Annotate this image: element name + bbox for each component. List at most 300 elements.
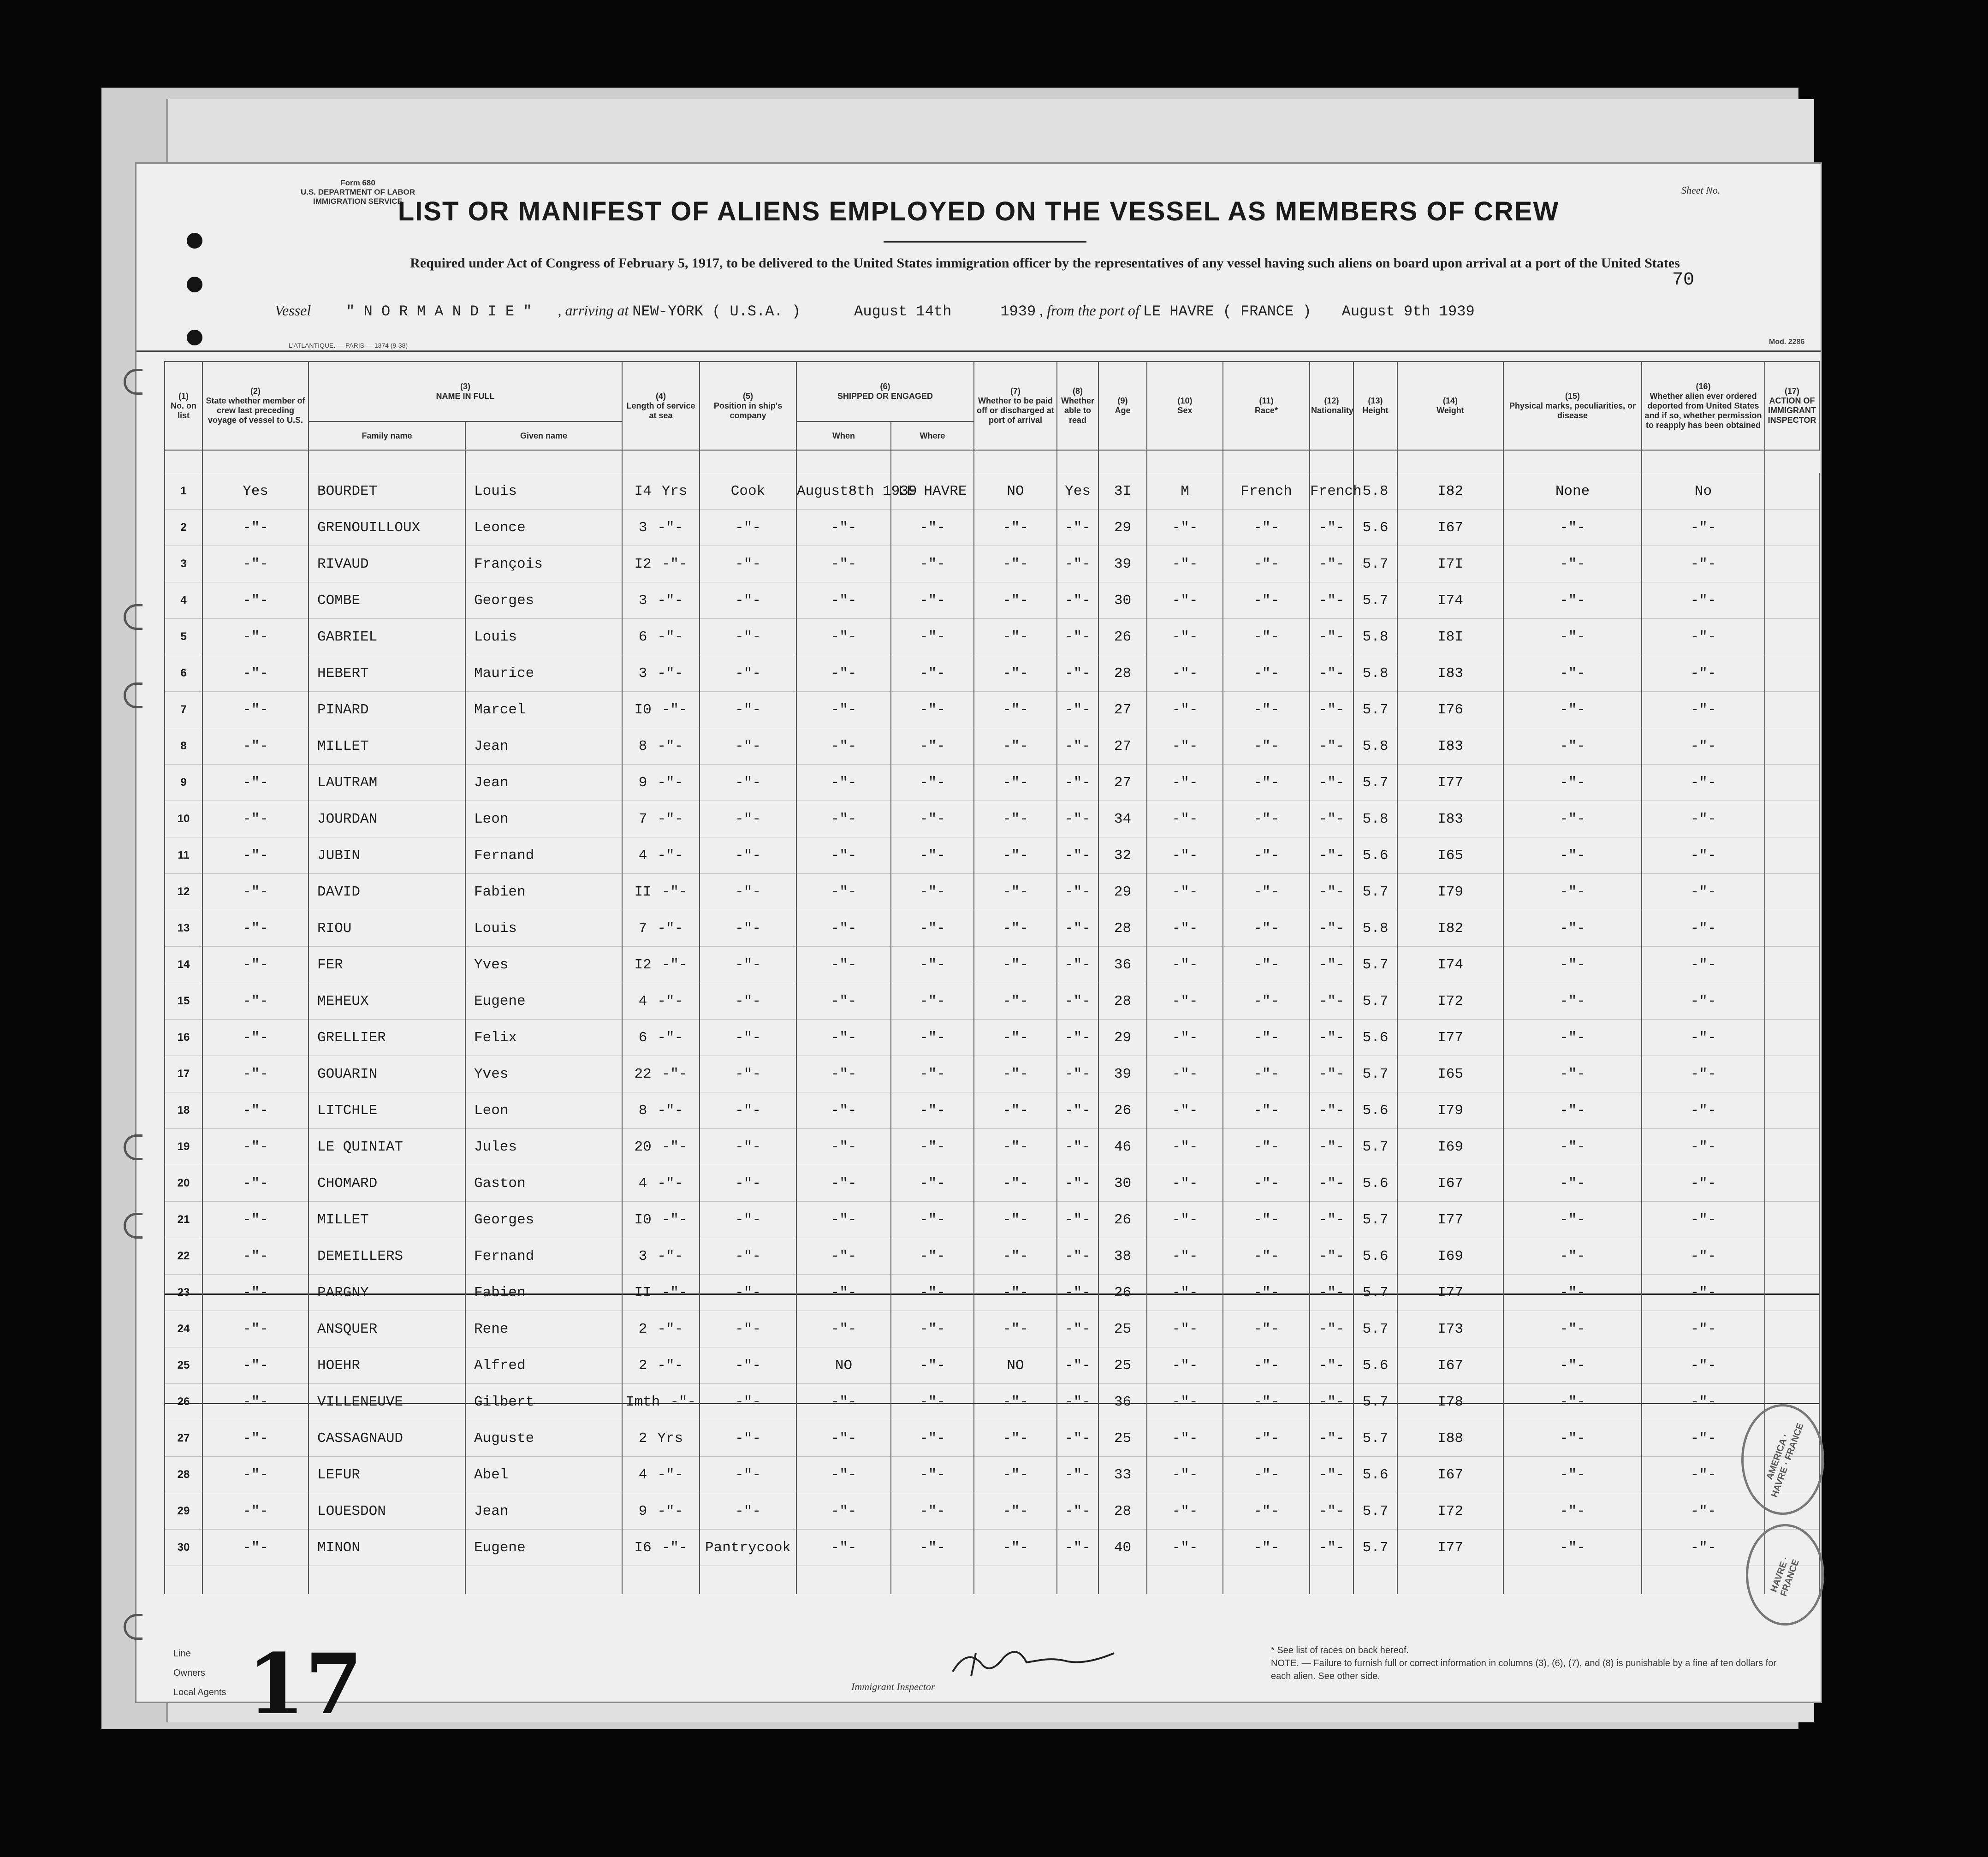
shipped-when-cell: -"-: [796, 1056, 891, 1092]
owners-label: Owners: [173, 1668, 205, 1678]
family-name-cell: PARGNY: [309, 1275, 465, 1311]
table-row: [165, 801, 1819, 837]
sex-cell: -"-: [1147, 1092, 1223, 1129]
able-to-read-cell: -"-: [1057, 510, 1098, 546]
nationality-cell: -"-: [1310, 546, 1353, 582]
given-name-cell: Alfred: [465, 1347, 622, 1384]
position-cell: -"-: [700, 619, 796, 655]
shipped-when-cell: August8th 1939: [796, 473, 891, 510]
physical-marks-cell: -"-: [1503, 728, 1642, 765]
previous-voyage-cell: -"-: [202, 947, 309, 983]
weight-cell: I69: [1397, 1129, 1503, 1165]
family-name-cell: RIOU: [309, 910, 465, 947]
table-row: [165, 1384, 1819, 1420]
able-to-read-cell: -"-: [1057, 1420, 1098, 1457]
inspector-action-cell: [1765, 1092, 1819, 1129]
able-to-read-cell: -"-: [1057, 1020, 1098, 1056]
able-to-read-cell: -"-: [1057, 1384, 1098, 1420]
given-name-cell: Gaston: [465, 1165, 622, 1202]
race-cell: -"-: [1223, 692, 1310, 728]
paid-off-cell: -"-: [974, 582, 1057, 619]
able-to-read-cell: -"-: [1057, 1347, 1098, 1384]
previous-voyage-cell: -"-: [202, 874, 309, 910]
table-row: [165, 1530, 1819, 1566]
height-cell: 5.8: [1353, 473, 1397, 510]
shipped-where-cell: LE HAVRE: [891, 473, 974, 510]
position-cell: -"-: [700, 910, 796, 947]
sex-cell: -"-: [1147, 692, 1223, 728]
deported-cell: -"-: [1642, 1493, 1765, 1530]
deported-cell: -"-: [1642, 1165, 1765, 1202]
header-gap-row: [165, 450, 1819, 473]
weight-cell: I65: [1397, 837, 1503, 874]
family-name-cell: MEHEUX: [309, 983, 465, 1020]
age-cell: 28: [1098, 1493, 1147, 1530]
service-unit: Yrs: [657, 1430, 683, 1447]
service-unit: -"-: [657, 811, 683, 827]
height-cell: 5.8: [1353, 728, 1397, 765]
position-cell: -"-: [700, 1056, 796, 1092]
shipped-where-cell: -"-: [891, 1202, 974, 1238]
race-cell: -"-: [1223, 619, 1310, 655]
shipped-where-cell: -"-: [891, 910, 974, 947]
table-row: [165, 510, 1819, 546]
length-of-service-cell: 4 -"-: [622, 1165, 700, 1202]
length-of-service-cell: 9 -"-: [622, 765, 700, 801]
physical-marks-cell: -"-: [1503, 1129, 1642, 1165]
inspector-label: Immigrant Inspector: [851, 1681, 935, 1692]
table-row: [165, 910, 1819, 947]
family-name-cell: FER: [309, 947, 465, 983]
position-cell: -"-: [700, 874, 796, 910]
able-to-read-cell: -"-: [1057, 582, 1098, 619]
weight-cell: I79: [1397, 874, 1503, 910]
col-3-header: (3) NAME IN FULL: [309, 362, 622, 421]
inspector-action-cell: [1765, 765, 1819, 801]
service-unit: -"-: [657, 993, 683, 1009]
height-cell: 5.8: [1353, 619, 1397, 655]
inspector-action-cell: [1765, 692, 1819, 728]
inspector-action-cell: [1765, 1347, 1819, 1384]
given-name-cell: Fernand: [465, 837, 622, 874]
weight-cell: I77: [1397, 1530, 1503, 1566]
physical-marks-cell: -"-: [1503, 1420, 1642, 1457]
nationality-cell: -"-: [1310, 1275, 1353, 1311]
shipped-when-cell: -"-: [796, 837, 891, 874]
inspector-action-cell: [1765, 1020, 1819, 1056]
shipped-when-cell: -"-: [796, 801, 891, 837]
physical-marks-cell: -"-: [1503, 655, 1642, 692]
deported-cell: -"-: [1642, 765, 1765, 801]
sex-cell: -"-: [1147, 1202, 1223, 1238]
inspector-action-cell: [1765, 619, 1819, 655]
position-cell: -"-: [700, 728, 796, 765]
inspector-action-cell: [1765, 837, 1819, 874]
model-number: Mod. 2286: [1769, 338, 1805, 346]
row-number-cell: 22: [165, 1238, 202, 1275]
sex-cell: -"-: [1147, 1020, 1223, 1056]
weight-cell: I67: [1397, 1347, 1503, 1384]
age-cell: 27: [1098, 692, 1147, 728]
row-number-cell: 28: [165, 1457, 202, 1493]
given-name-cell: Rene: [465, 1311, 622, 1347]
able-to-read-cell: -"-: [1057, 1092, 1098, 1129]
sex-cell: -"-: [1147, 582, 1223, 619]
shipped-where-cell: -"-: [891, 1165, 974, 1202]
physical-marks-cell: -"-: [1503, 1275, 1642, 1311]
family-name-cell: HOEHR: [309, 1347, 465, 1384]
deported-cell: -"-: [1642, 1457, 1765, 1493]
given-name-cell: Jean: [465, 1493, 622, 1530]
nationality-cell: -"-: [1310, 765, 1353, 801]
sex-cell: -"-: [1147, 1457, 1223, 1493]
height-cell: 5.6: [1353, 1165, 1397, 1202]
service-unit: -"-: [657, 774, 683, 791]
able-to-read-cell: -"-: [1057, 801, 1098, 837]
shipped-where-cell: -"-: [891, 1020, 974, 1056]
length-of-service-cell: 4 -"-: [622, 1457, 700, 1493]
age-cell: 26: [1098, 1092, 1147, 1129]
given-name-cell: Eugene: [465, 983, 622, 1020]
row-number-cell: 29: [165, 1493, 202, 1530]
service-unit: -"-: [657, 1466, 683, 1483]
shipped-where-cell: -"-: [891, 692, 974, 728]
shipped-when-cell: -"-: [796, 1020, 891, 1056]
col-13-header: (13) Height: [1353, 362, 1397, 450]
race-cell: -"-: [1223, 1238, 1310, 1275]
able-to-read-cell: -"-: [1057, 1165, 1098, 1202]
deported-cell: -"-: [1642, 1420, 1765, 1457]
family-name-cell: LAUTRAM: [309, 765, 465, 801]
shipped-when-cell: -"-: [796, 910, 891, 947]
age-cell: 29: [1098, 1020, 1147, 1056]
family-name-cell: DAVID: [309, 874, 465, 910]
paid-off-cell: -"-: [974, 1092, 1057, 1129]
previous-voyage-cell: -"-: [202, 728, 309, 765]
service-unit: -"-: [661, 701, 688, 718]
physical-marks-cell: -"-: [1503, 1020, 1642, 1056]
row-number-cell: 5: [165, 619, 202, 655]
col-12-header: (12) Nationality: [1310, 362, 1353, 450]
position-cell: Pantrycook: [700, 1530, 796, 1566]
physical-marks-cell: -"-: [1503, 1056, 1642, 1092]
paid-off-cell: -"-: [974, 655, 1057, 692]
position-cell: -"-: [700, 1384, 796, 1420]
nationality-cell: -"-: [1310, 1165, 1353, 1202]
table-row: [165, 874, 1819, 910]
local-agents-label: Local Agents: [173, 1687, 226, 1697]
service-unit: -"-: [657, 738, 683, 754]
deported-cell: -"-: [1642, 655, 1765, 692]
able-to-read-cell: -"-: [1057, 874, 1098, 910]
position-cell: -"-: [700, 1238, 796, 1275]
deported-cell: -"-: [1642, 510, 1765, 546]
shipped-when-cell: -"-: [796, 728, 891, 765]
able-to-read-cell: -"-: [1057, 1530, 1098, 1566]
service-unit: -"-: [657, 1248, 683, 1264]
height-cell: 5.7: [1353, 765, 1397, 801]
length-of-service-cell: 2 -"-: [622, 1347, 700, 1384]
row-number-cell: 20: [165, 1165, 202, 1202]
shipped-where-cell: -"-: [891, 1238, 974, 1275]
deported-cell: -"-: [1642, 947, 1765, 983]
race-cell: -"-: [1223, 837, 1310, 874]
age-cell: 36: [1098, 947, 1147, 983]
previous-voyage-cell: -"-: [202, 1092, 309, 1129]
given-name-cell: Felix: [465, 1020, 622, 1056]
nationality-cell: -"-: [1310, 910, 1353, 947]
physical-marks-cell: -"-: [1503, 1165, 1642, 1202]
length-of-service-cell: 2 -"-: [622, 1311, 700, 1347]
physical-marks-cell: -"-: [1503, 582, 1642, 619]
able-to-read-cell: -"-: [1057, 1056, 1098, 1092]
position-cell: -"-: [700, 801, 796, 837]
position-cell: -"-: [700, 947, 796, 983]
inspector-action-cell: [1765, 655, 1819, 692]
inspector-action-cell: [1765, 983, 1819, 1020]
physical-marks-cell: -"-: [1503, 1238, 1642, 1275]
given-name-cell: Fabien: [465, 1275, 622, 1311]
vessel-label: Vessel: [275, 302, 311, 319]
from-port: LE HAVRE ( FRANCE ): [1143, 303, 1311, 320]
shipped-when-cell: -"-: [796, 1092, 891, 1129]
physical-marks-cell: -"-: [1503, 510, 1642, 546]
from-label: , from the port of: [1039, 302, 1139, 319]
sex-cell: -"-: [1147, 546, 1223, 582]
weight-cell: I72: [1397, 983, 1503, 1020]
weight-cell: I74: [1397, 582, 1503, 619]
row-number-cell: 12: [165, 874, 202, 910]
deported-cell: -"-: [1642, 837, 1765, 874]
position-cell: -"-: [700, 1420, 796, 1457]
length-of-service-cell: I6 -"-: [622, 1530, 700, 1566]
able-to-read-cell: -"-: [1057, 1238, 1098, 1275]
height-cell: 5.6: [1353, 837, 1397, 874]
race-cell: -"-: [1223, 1384, 1310, 1420]
race-cell: French: [1223, 473, 1310, 510]
shipped-when-cell: -"-: [796, 619, 891, 655]
race-cell: -"-: [1223, 728, 1310, 765]
weight-cell: I82: [1397, 910, 1503, 947]
weight-cell: I83: [1397, 655, 1503, 692]
length-of-service-cell: 7 -"-: [622, 910, 700, 947]
paid-off-cell: -"-: [974, 1020, 1057, 1056]
table-row: [165, 1457, 1819, 1493]
previous-voyage-cell: -"-: [202, 619, 309, 655]
age-cell: 26: [1098, 619, 1147, 655]
length-of-service-cell: 3 -"-: [622, 655, 700, 692]
nationality-cell: -"-: [1310, 510, 1353, 546]
port-stamp-2: HAVRE · FRANCE: [1746, 1524, 1824, 1626]
shipped-when-cell: -"-: [796, 1275, 891, 1311]
given-name-cell: Marcel: [465, 692, 622, 728]
shipped-where-cell: -"-: [891, 983, 974, 1020]
row-number-cell: 17: [165, 1056, 202, 1092]
physical-marks-cell: -"-: [1503, 1347, 1642, 1384]
col-11-header: (11) Race*: [1223, 362, 1310, 450]
paid-off-cell: -"-: [974, 1165, 1057, 1202]
able-to-read-cell: -"-: [1057, 546, 1098, 582]
weight-cell: I83: [1397, 801, 1503, 837]
weight-cell: I88: [1397, 1420, 1503, 1457]
deported-cell: -"-: [1642, 1311, 1765, 1347]
previous-voyage-cell: -"-: [202, 1457, 309, 1493]
nationality-cell: -"-: [1310, 1238, 1353, 1275]
service-unit: -"-: [661, 1284, 688, 1301]
shipped-when-cell: -"-: [796, 1165, 891, 1202]
race-cell: -"-: [1223, 1202, 1310, 1238]
deported-cell: -"-: [1642, 546, 1765, 582]
table-row: [165, 1420, 1819, 1457]
length-of-service-cell: I2 -"-: [622, 947, 700, 983]
position-cell: Cook: [700, 473, 796, 510]
shipped-when-cell: -"-: [796, 947, 891, 983]
deported-cell: -"-: [1642, 1056, 1765, 1092]
length-of-service-cell: 4 -"-: [622, 837, 700, 874]
able-to-read-cell: -"-: [1057, 910, 1098, 947]
when-header: When: [796, 421, 891, 450]
col-2-header: (2) State whether member of crew last preceding voyage of vessel to U.S.: [202, 362, 309, 450]
shipped-where-cell: -"-: [891, 1275, 974, 1311]
age-cell: 25: [1098, 1311, 1147, 1347]
race-cell: -"-: [1223, 1493, 1310, 1530]
sex-cell: -"-: [1147, 728, 1223, 765]
shipped-where-cell: -"-: [891, 801, 974, 837]
able-to-read-cell: -"-: [1057, 837, 1098, 874]
sex-cell: -"-: [1147, 1347, 1223, 1384]
length-of-service-cell: I2 -"-: [622, 546, 700, 582]
length-of-service-cell: 3 -"-: [622, 1238, 700, 1275]
family-name-cell: GRELLIER: [309, 1020, 465, 1056]
height-cell: 5.7: [1353, 1530, 1397, 1566]
length-of-service-cell: I0 -"-: [622, 692, 700, 728]
row-number-cell: 26: [165, 1384, 202, 1420]
paid-off-cell: -"-: [974, 1493, 1057, 1530]
weight-cell: I78: [1397, 1384, 1503, 1420]
arrival-year: 1939: [1000, 303, 1036, 320]
age-cell: 34: [1098, 801, 1147, 837]
nationality-cell: -"-: [1310, 874, 1353, 910]
deported-cell: -"-: [1642, 801, 1765, 837]
height-cell: 5.7: [1353, 983, 1397, 1020]
inspector-action-cell: [1765, 728, 1819, 765]
table-row: [165, 1347, 1819, 1384]
deported-cell: -"-: [1642, 910, 1765, 947]
deported-cell: -"-: [1642, 874, 1765, 910]
line-number: 17: [247, 1636, 363, 1733]
position-cell: -"-: [700, 510, 796, 546]
family-name-cell: PINARD: [309, 692, 465, 728]
inspector-action-cell: [1765, 473, 1819, 510]
inspector-action-cell: [1765, 874, 1819, 910]
race-cell: -"-: [1223, 910, 1310, 947]
physical-marks-cell: -"-: [1503, 546, 1642, 582]
age-cell: 25: [1098, 1347, 1147, 1384]
sex-cell: -"-: [1147, 1311, 1223, 1347]
family-name-cell: HEBERT: [309, 655, 465, 692]
inspector-action-cell: [1765, 1238, 1819, 1275]
paid-off-cell: -"-: [974, 910, 1057, 947]
service-unit: -"-: [657, 592, 683, 609]
table-row: [165, 1056, 1819, 1092]
sheet-no-label: Sheet No.: [1681, 184, 1721, 196]
table-row: [165, 728, 1819, 765]
sex-cell: M: [1147, 473, 1223, 510]
col-4-header: (4) Length of service at sea: [622, 362, 700, 450]
previous-voyage-cell: -"-: [202, 546, 309, 582]
shipped-when-cell: -"-: [796, 1311, 891, 1347]
service-unit: -"-: [661, 1139, 688, 1155]
inspector-signature: [948, 1644, 1123, 1681]
weight-cell: I7I: [1397, 546, 1503, 582]
table-row: [165, 1092, 1819, 1129]
shipped-when-cell: -"-: [796, 874, 891, 910]
paid-off-cell: -"-: [974, 1056, 1057, 1092]
position-cell: -"-: [700, 1275, 796, 1311]
row-number-cell: 14: [165, 947, 202, 983]
shipped-where-cell: -"-: [891, 765, 974, 801]
row-number-cell: 25: [165, 1347, 202, 1384]
shipped-when-cell: -"-: [796, 510, 891, 546]
family-name-cell: MINON: [309, 1530, 465, 1566]
nationality-cell: -"-: [1310, 1347, 1353, 1384]
crew-table: [164, 361, 1820, 1594]
col-17-header: (17) ACTION OF IMMIGRANT INSPECTOR: [1765, 362, 1819, 450]
family-name-header: Family name: [309, 421, 465, 450]
given-name-cell: Auguste: [465, 1420, 622, 1457]
nationality-cell: -"-: [1310, 619, 1353, 655]
row-number-cell: 23: [165, 1275, 202, 1311]
previous-voyage-cell: -"-: [202, 1056, 309, 1092]
length-of-service-cell: 7 -"-: [622, 801, 700, 837]
table-row: [165, 1202, 1819, 1238]
service: IMMIGRATION SERVICE: [313, 197, 403, 206]
inspector-action-cell: [1765, 1165, 1819, 1202]
shipped-where-cell: -"-: [891, 1129, 974, 1165]
previous-voyage-cell: -"-: [202, 692, 309, 728]
service-unit: -"-: [661, 1539, 688, 1556]
previous-voyage-cell: -"-: [202, 765, 309, 801]
given-name-cell: Jules: [465, 1129, 622, 1165]
binder-hole: [187, 233, 202, 249]
physical-marks-cell: -"-: [1503, 1311, 1642, 1347]
deported-cell: -"-: [1642, 1530, 1765, 1566]
table-row: [165, 582, 1819, 619]
weight-cell: I67: [1397, 1457, 1503, 1493]
able-to-read-cell: -"-: [1057, 983, 1098, 1020]
nationality-cell: -"-: [1310, 1020, 1353, 1056]
height-cell: 5.8: [1353, 801, 1397, 837]
weight-cell: I8I: [1397, 619, 1503, 655]
nationality-cell: -"-: [1310, 837, 1353, 874]
family-name-cell: GABRIEL: [309, 619, 465, 655]
height-cell: 5.6: [1353, 1457, 1397, 1493]
inspector-action-cell: [1765, 582, 1819, 619]
row-number-cell: 27: [165, 1420, 202, 1457]
table-row: [165, 1165, 1819, 1202]
position-cell: -"-: [700, 1165, 796, 1202]
length-of-service-cell: 2 Yrs: [622, 1420, 700, 1457]
able-to-read-cell: Yes: [1057, 473, 1098, 510]
length-of-service-cell: 22 -"-: [622, 1056, 700, 1092]
physical-marks-cell: -"-: [1503, 692, 1642, 728]
physical-marks-cell: -"-: [1503, 947, 1642, 983]
table-row: [165, 765, 1819, 801]
inspector-action-cell: [1765, 546, 1819, 582]
row-number-cell: 8: [165, 728, 202, 765]
port-stamp: AMERICA · HAVRE · FRANCE: [1741, 1404, 1824, 1515]
service-unit: -"-: [657, 920, 683, 937]
